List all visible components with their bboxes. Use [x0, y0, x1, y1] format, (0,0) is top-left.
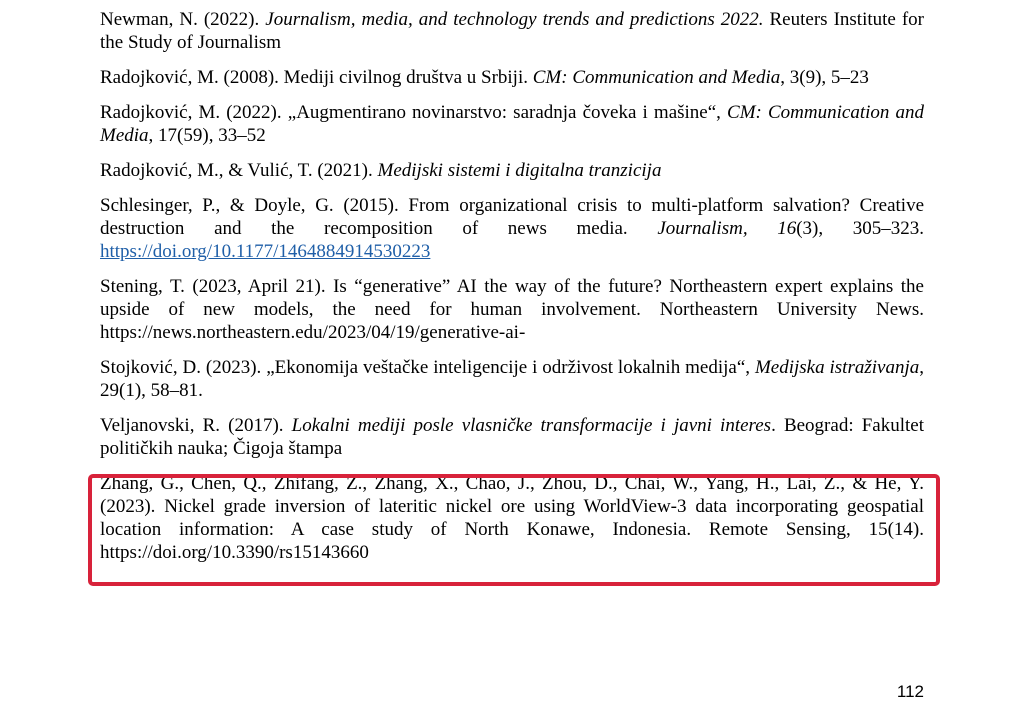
reference-text: Schlesinger, P., & Doyle, G. (2015). From organizational crisis to multi-platform salvation? Creative destruction and the recomposition of news media. [100, 195, 924, 239]
reference-text: , 3(9), 5–23 [780, 67, 869, 88]
reference-text: , 29(1), 58–81. [100, 357, 924, 401]
reference-title: Lokalni mediji posle vlasničke transformacije i javni interes [291, 415, 772, 436]
reference-journal: Journalism, 16 [657, 218, 797, 239]
reference-text: Reuters Institute for the Study of Journalism [100, 9, 925, 53]
reference-text: , 17(59), 33–52 [148, 125, 266, 146]
reference-text: Stojković, D. (2023). „Ekonomija veštačke inteligencije i održivost lokalnih medija“, [100, 357, 755, 378]
reference-radojkovic-vulic [100, 159, 924, 182]
reference-text: (3), 305–323. [796, 218, 924, 239]
reference-schlesinger [100, 194, 924, 263]
reference-journal: Medijska istraživanja [754, 357, 920, 378]
highlight-box [88, 474, 940, 586]
reference-newman [100, 8, 924, 54]
reference-stojkovic [100, 356, 924, 402]
reference-radojkovic-2008 [100, 66, 924, 89]
doi-link[interactable]: https://doi.org/10.1177/1464884914530223 [100, 241, 431, 262]
page-number: 112 [896, 682, 924, 701]
reference-text: Veljanovski, R. (2017). [100, 415, 292, 436]
reference-text: . Beograd: Fakultet političkih nauka; Čigoja štampa [100, 415, 924, 459]
reference-journal: CM: Communication and Media [100, 102, 925, 146]
reference-title: Medijski sistemi i digitalna tranzicija [377, 160, 662, 181]
reference-veljanovski [100, 414, 924, 460]
reference-text: Radojković, M. (2008). Mediji civilnog društva u Srbiji. [100, 67, 533, 88]
reference-text: Newman, N. (2022). [100, 9, 266, 30]
reference-text: Stening, T. (2023, April 21). Is “generative” AI the way of the future? Northeastern expert explains the upside of new models, the need for human involvement. Northeastern University News. https://news.northeastern.edu/2023/04/19/generative-ai- [100, 276, 924, 343]
reference-journal: CM: Communication and Media [532, 67, 781, 88]
reference-radojkovic-2022 [100, 101, 924, 147]
reference-text: Radojković, M. (2022). „Augmentirano novinarstvo: saradnja čoveka i mašine“, [100, 102, 728, 123]
reference-title: Journalism, media, and technology trends and predictions 2022. [265, 9, 764, 30]
reference-text: Radojković, M., & Vulić, T. (2021). [100, 160, 378, 181]
reference-stening [100, 275, 924, 344]
reference-text: Zhang, G., Chen, Q., Zhifang, Z., Zhang, X., Chao, J., Zhou, D., Chai, W., Yang, H., Lai, Z., & He, Y. (2023). Nickel grade inversion of lateritic nickel ore using WorldView-3 data incorporating geospatial location information: A case study of North Konawe, Indonesia. Remote Sensing, 15(14). https://doi.org/10.3390/rs15143660 [100, 473, 924, 563]
